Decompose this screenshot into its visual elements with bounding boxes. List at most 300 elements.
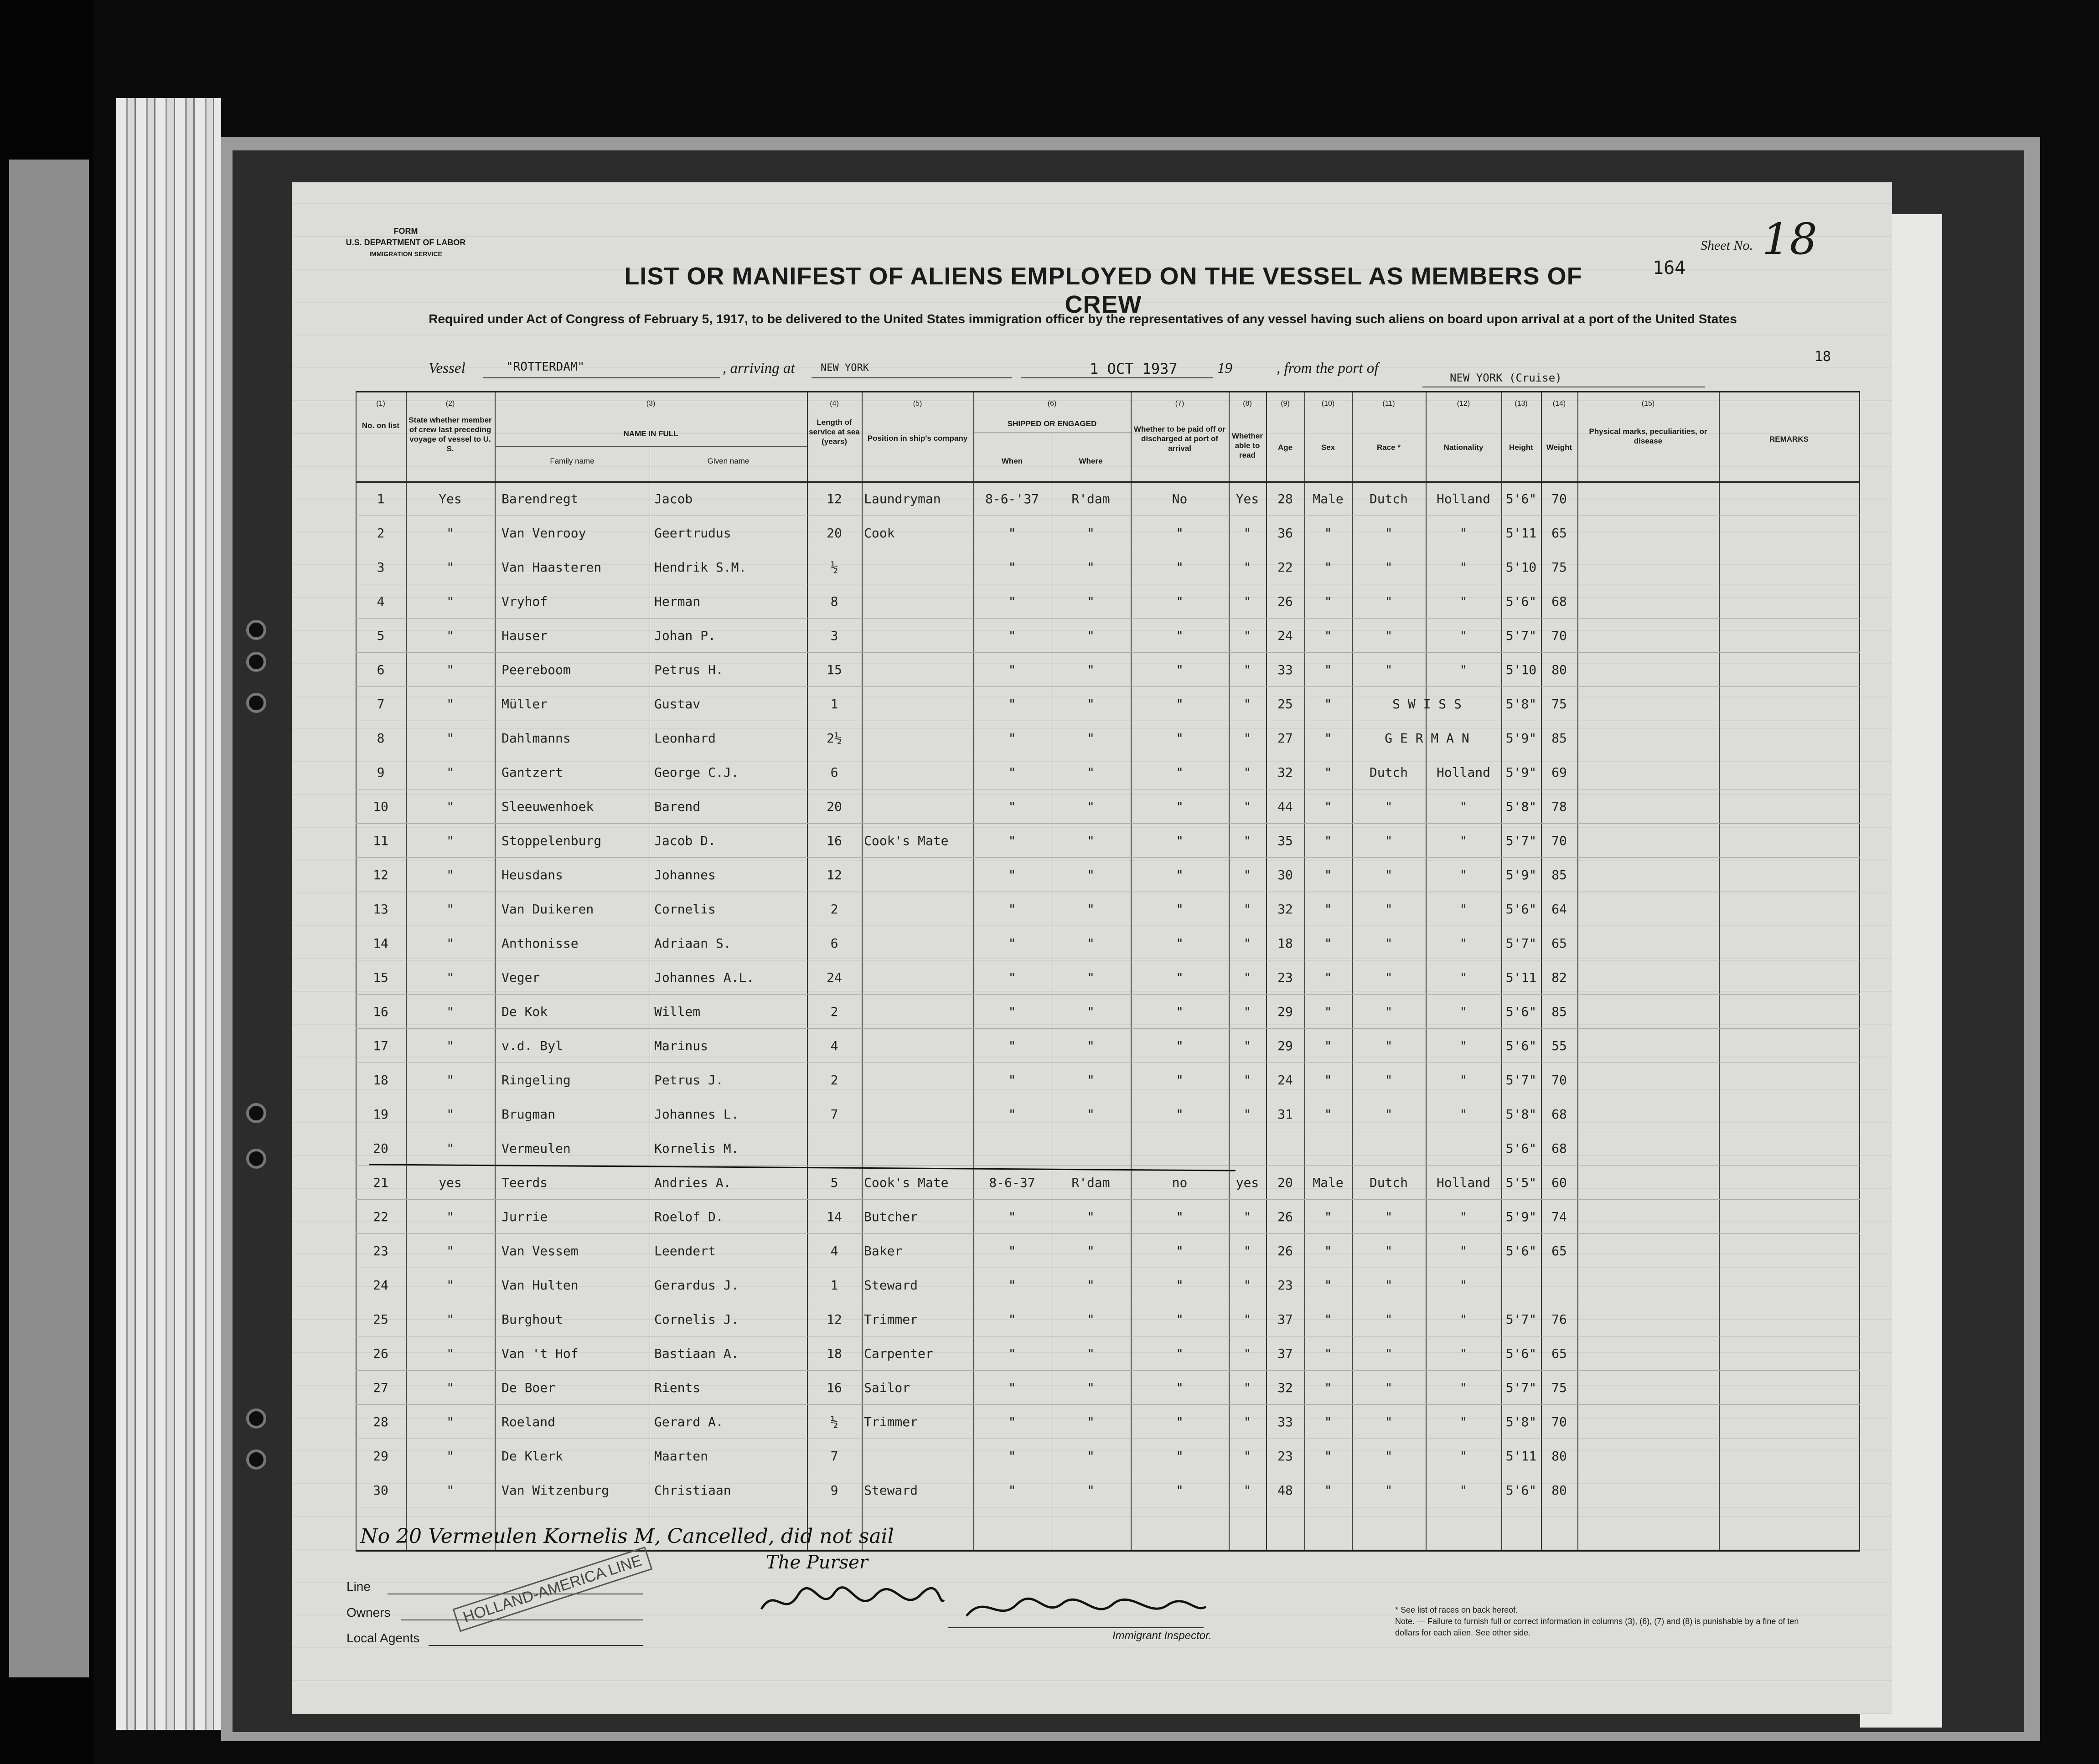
table-cell-height: 5'10 bbox=[1505, 662, 1537, 677]
table-cell-where: R'dam bbox=[1071, 1175, 1110, 1190]
col-num: (14) bbox=[1552, 400, 1566, 407]
table-cell-paid: " bbox=[1176, 1346, 1184, 1361]
header-height: Height bbox=[1509, 443, 1533, 452]
table-cell-age: 23 bbox=[1277, 1449, 1293, 1464]
table-cell-age: 29 bbox=[1277, 1004, 1293, 1019]
table-cell-height: 5'6" bbox=[1505, 902, 1537, 917]
table-cell-member: Yes bbox=[439, 491, 462, 506]
table-cell-race: Dutch bbox=[1369, 491, 1408, 506]
table-cell-when: 8-6-'37 bbox=[985, 491, 1039, 506]
form-issuer bbox=[331, 226, 481, 260]
table-cell-paid: " bbox=[1176, 936, 1184, 951]
table-cell-age: 26 bbox=[1277, 1243, 1293, 1259]
table-cell-sex: " bbox=[1324, 1346, 1332, 1361]
table-cell-weight: 70 bbox=[1551, 1073, 1567, 1088]
table-cell-read: " bbox=[1243, 1483, 1251, 1498]
table-cell-where: " bbox=[1087, 662, 1095, 677]
table-cell-no: 1 bbox=[377, 491, 385, 506]
table-cell-height: 5'7" bbox=[1505, 628, 1537, 643]
purser-signature bbox=[757, 1582, 948, 1623]
table-cell-position: Butcher bbox=[864, 1209, 918, 1224]
table-cell-read: " bbox=[1243, 560, 1251, 575]
table-cell-age: 32 bbox=[1277, 902, 1293, 917]
table-cell-read: " bbox=[1243, 1243, 1251, 1259]
table-cell-read: " bbox=[1243, 628, 1251, 643]
table-cell-nationality: " bbox=[1459, 1312, 1468, 1327]
row-divider bbox=[356, 618, 1860, 619]
table-cell-no: 10 bbox=[373, 799, 388, 814]
table-cell-member: " bbox=[446, 1414, 454, 1429]
table-cell-family: Teerds bbox=[501, 1175, 548, 1190]
table-cell-when: " bbox=[1008, 936, 1016, 951]
header-sex: Sex bbox=[1321, 443, 1335, 452]
table-cell-paid: " bbox=[1176, 560, 1184, 575]
header-family: Family name bbox=[550, 457, 595, 465]
table-cell-member: " bbox=[446, 765, 454, 780]
table-cell-when: " bbox=[1008, 1073, 1016, 1088]
table-cell-height: 5'10 bbox=[1505, 560, 1537, 575]
table-cell-position: Laundryman bbox=[864, 491, 941, 506]
table-cell-age: 23 bbox=[1277, 1278, 1293, 1293]
owners-label: Owners bbox=[346, 1605, 391, 1620]
table-cell-position: Trimmer bbox=[864, 1414, 918, 1429]
table-cell-where: " bbox=[1087, 833, 1095, 848]
table-cell-race: " bbox=[1385, 1483, 1393, 1498]
table-cell-where: " bbox=[1087, 1380, 1095, 1395]
col-num: (2) bbox=[445, 400, 455, 407]
table-cell-sex: " bbox=[1324, 1312, 1332, 1327]
header-nationality: Nationality bbox=[1443, 443, 1484, 452]
table-cell-read: " bbox=[1243, 1449, 1251, 1464]
table-cell-family: Van Duikeren bbox=[501, 902, 594, 917]
header-weight: Weight bbox=[1546, 443, 1572, 452]
table-cell-sex: " bbox=[1324, 1483, 1332, 1498]
table-cell-where: " bbox=[1087, 1209, 1095, 1224]
table-cell-no: 5 bbox=[377, 628, 385, 643]
header-paid-off: Whether to be paid off or discharged at port of arrival bbox=[1133, 425, 1226, 453]
table-cell-race: " bbox=[1385, 1278, 1393, 1293]
table-cell-paid: " bbox=[1176, 526, 1184, 541]
table-cell-family: Gantzert bbox=[501, 765, 563, 780]
table-cell-weight: 76 bbox=[1551, 1312, 1567, 1327]
table-cell-race: Dutch bbox=[1369, 765, 1408, 780]
table-cell-length: 20 bbox=[827, 799, 842, 814]
table-cell-height: 5'7" bbox=[1505, 1380, 1537, 1395]
table-cell-nationality: " bbox=[1459, 1346, 1468, 1361]
table-cell-race: " bbox=[1385, 1107, 1393, 1122]
table-cell-no: 3 bbox=[377, 560, 385, 575]
table-cell-where: " bbox=[1087, 731, 1095, 746]
table-cell-given: Johannes L. bbox=[654, 1107, 739, 1122]
table-cell-length: 6 bbox=[830, 936, 838, 951]
table-cell-when: " bbox=[1008, 731, 1016, 746]
table-cell-member: " bbox=[446, 936, 454, 951]
table-cell-nationality: " bbox=[1459, 1004, 1468, 1019]
table-cell-member: " bbox=[446, 1449, 454, 1464]
table-cell-position: Steward bbox=[864, 1278, 918, 1293]
table-cell-member: " bbox=[446, 867, 454, 882]
department-label: U.S. DEPARTMENT OF LABOR bbox=[346, 238, 466, 247]
inspector-signature bbox=[957, 1591, 1213, 1627]
table-cell-family: Roeland bbox=[501, 1414, 556, 1429]
footnote-races: * See list of races on back hereof. bbox=[1395, 1605, 1518, 1614]
agents-underline bbox=[429, 1645, 643, 1646]
punch-hole bbox=[246, 620, 266, 640]
table-cell-given: Hendrik S.M. bbox=[654, 560, 747, 575]
table-cell-height: 5'8" bbox=[1505, 1414, 1537, 1429]
table-cell-weight: 80 bbox=[1551, 1483, 1567, 1498]
col-num: (4) bbox=[830, 400, 839, 407]
table-cell-age: 24 bbox=[1277, 1073, 1293, 1088]
table-cell-where: " bbox=[1087, 799, 1095, 814]
table-cell-where: " bbox=[1087, 1346, 1095, 1361]
table-cell-family: Veger bbox=[501, 970, 540, 985]
table-cell-weight: 55 bbox=[1551, 1038, 1567, 1053]
table-cell-nationality: " bbox=[1459, 1073, 1468, 1088]
table-cell-length: 16 bbox=[827, 833, 842, 848]
table-cell-height: 5'6" bbox=[1505, 1483, 1537, 1498]
table-cell-when: " bbox=[1008, 1243, 1016, 1259]
document-subtitle: Required under Act of Congress of February 5, 1917, to be delivered to the United States immigration officer by the representatives of any vessel having such aliens on board upon arrival at a port of the United States bbox=[429, 312, 1737, 326]
footnote-penalty: Note. — Failure to furnish full or correct information in columns (3), (6), (7) and (8) is punishable by a fine of ten dollars for each alien. See other side. bbox=[1395, 1617, 1799, 1637]
table-cell-read: " bbox=[1243, 1209, 1251, 1224]
table-cell-length: 24 bbox=[827, 970, 842, 985]
table-cell-age: 33 bbox=[1277, 662, 1293, 677]
table-cell-sex: " bbox=[1324, 1380, 1332, 1395]
table-cell-member: " bbox=[446, 1004, 454, 1019]
table-cell-no: 29 bbox=[373, 1449, 388, 1464]
table-cell-where: " bbox=[1087, 867, 1095, 882]
table-cell-height: 5'9" bbox=[1505, 731, 1537, 746]
table-cell-no: 27 bbox=[373, 1380, 388, 1395]
table-cell-given: Barend bbox=[654, 799, 701, 814]
table-cell-when: " bbox=[1008, 1107, 1016, 1122]
table-cell-given: Bastiaan A. bbox=[654, 1346, 739, 1361]
table-cell-when: " bbox=[1008, 1004, 1016, 1019]
table-cell-when: " bbox=[1008, 1209, 1016, 1224]
table-cell-age: 18 bbox=[1277, 936, 1293, 951]
table-cell-where: " bbox=[1087, 970, 1095, 985]
line-label: Line bbox=[346, 1579, 371, 1594]
table-cell-no: 30 bbox=[373, 1483, 388, 1498]
table-cell-race: " bbox=[1385, 867, 1393, 882]
table-cell-read: " bbox=[1243, 833, 1251, 848]
table-cell-given: Roelof D. bbox=[654, 1209, 724, 1224]
table-cell-height: 5'6" bbox=[1505, 1346, 1537, 1361]
table-cell-weight: 70 bbox=[1551, 628, 1567, 643]
table-cell-length: 2 bbox=[830, 1073, 838, 1088]
table-cell-length: 2½ bbox=[827, 731, 842, 746]
table-cell-no: 11 bbox=[373, 833, 388, 848]
table-cell-height: 5'6" bbox=[1505, 1243, 1537, 1259]
table-cell-length: 3 bbox=[830, 628, 838, 643]
table-cell-paid: " bbox=[1176, 1414, 1184, 1429]
table-cell-member: " bbox=[446, 696, 454, 712]
table-cell-paid: " bbox=[1176, 1038, 1184, 1053]
col-num: (12) bbox=[1457, 400, 1470, 407]
table-cell-when: " bbox=[1008, 1312, 1016, 1327]
table-cell-read: " bbox=[1243, 1038, 1251, 1053]
table-cell-paid: " bbox=[1176, 1209, 1184, 1224]
table-cell-paid: " bbox=[1176, 731, 1184, 746]
table-cell-when: " bbox=[1008, 628, 1016, 643]
table-cell-given: Andries A. bbox=[654, 1175, 731, 1190]
table-cell-height: 5'7" bbox=[1505, 1073, 1537, 1088]
table-cell-family: Müller bbox=[501, 696, 548, 712]
table-cell-length: 20 bbox=[827, 526, 842, 541]
table-cell-position: Sailor bbox=[864, 1380, 910, 1395]
punch-hole bbox=[246, 1149, 266, 1169]
table-cell-family: Dahlmanns bbox=[501, 731, 571, 746]
row-divider bbox=[356, 857, 1860, 858]
table-cell-given: Kornelis M. bbox=[654, 1141, 739, 1156]
table-cell-member: " bbox=[446, 731, 454, 746]
table-cell-age: 24 bbox=[1277, 628, 1293, 643]
from-label: , from the port of bbox=[1277, 360, 1379, 377]
table-cell-age: 20 bbox=[1277, 1175, 1293, 1190]
row-divider bbox=[356, 1404, 1860, 1405]
table-cell-nationality: " bbox=[1459, 662, 1468, 677]
sheet-label: Sheet No. bbox=[1701, 238, 1753, 253]
table-cell-read: " bbox=[1243, 799, 1251, 814]
table-cell-sex: " bbox=[1324, 936, 1332, 951]
table-cell-height: 5'9" bbox=[1505, 867, 1537, 882]
crew-table bbox=[356, 391, 1860, 1552]
table-cell-age: 35 bbox=[1277, 833, 1293, 848]
table-cell-height: 5'7" bbox=[1505, 936, 1537, 951]
table-cell-race: " bbox=[1385, 1312, 1393, 1327]
table-cell-where: " bbox=[1087, 1414, 1095, 1429]
table-cell-member: " bbox=[446, 970, 454, 985]
table-cell-nationality: " bbox=[1459, 1209, 1468, 1224]
table-cell-paid: " bbox=[1176, 1073, 1184, 1088]
table-cell-nationality: " bbox=[1459, 526, 1468, 541]
punch-hole bbox=[246, 1408, 266, 1429]
table-cell-read: " bbox=[1243, 970, 1251, 985]
table-cell-paid: " bbox=[1176, 799, 1184, 814]
table-cell-height: 5'9" bbox=[1505, 1209, 1537, 1224]
table-cell-age: 36 bbox=[1277, 526, 1293, 541]
table-cell-no: 17 bbox=[373, 1038, 388, 1053]
col-num: (3) bbox=[646, 400, 656, 407]
table-cell-paid: " bbox=[1176, 594, 1184, 609]
col-num: (6) bbox=[1047, 400, 1057, 407]
agents-label: Local Agents bbox=[346, 1631, 420, 1645]
table-cell-when: " bbox=[1008, 1414, 1016, 1429]
inspector-underline bbox=[948, 1627, 1204, 1628]
table-cell-no: 15 bbox=[373, 970, 388, 985]
table-cell-sex: " bbox=[1324, 765, 1332, 780]
table-cell-race: G E R M A N bbox=[1385, 731, 1469, 746]
table-cell-race: " bbox=[1385, 799, 1393, 814]
table-cell-family: Burghout bbox=[501, 1312, 563, 1327]
table-cell-paid: " bbox=[1176, 1449, 1184, 1464]
table-cell-when: " bbox=[1008, 867, 1016, 882]
table-cell-where: " bbox=[1087, 902, 1095, 917]
table-cell-weight: 65 bbox=[1551, 526, 1567, 541]
table-cell-height: 5'6" bbox=[1505, 1004, 1537, 1019]
table-cell-member: " bbox=[446, 1346, 454, 1361]
table-cell-nationality: " bbox=[1459, 936, 1468, 951]
table-cell-read: " bbox=[1243, 902, 1251, 917]
header-member: State whether member of crew last preceding voyage of vessel to U. S. bbox=[408, 416, 492, 453]
adjacent-page bbox=[9, 160, 89, 1677]
table-cell-race: " bbox=[1385, 1209, 1393, 1224]
table-cell-member: " bbox=[446, 628, 454, 643]
col-num: (1) bbox=[376, 400, 385, 407]
table-cell-sex: Male bbox=[1313, 1175, 1344, 1190]
table-cell-paid: " bbox=[1176, 902, 1184, 917]
vessel-name: "ROTTERDAM" bbox=[506, 360, 585, 374]
table-cell-where: " bbox=[1087, 526, 1095, 541]
table-cell-family: Sleeuwenhoek bbox=[501, 799, 594, 814]
table-cell-sex: " bbox=[1324, 731, 1332, 746]
table-cell-family: Stoppelenburg bbox=[501, 833, 602, 848]
table-cell-read: Yes bbox=[1236, 491, 1259, 506]
table-cell-sex: " bbox=[1324, 1004, 1332, 1019]
table-cell-no: 28 bbox=[373, 1414, 388, 1429]
header-when: When bbox=[1001, 457, 1023, 465]
sheet-number: 18 bbox=[1762, 214, 1817, 264]
header-race: Race * bbox=[1377, 443, 1401, 452]
col-num: (10) bbox=[1321, 400, 1335, 407]
table-cell-where: " bbox=[1087, 1278, 1095, 1293]
table-cell-length: 1 bbox=[830, 696, 838, 712]
table-cell-where: " bbox=[1087, 628, 1095, 643]
table-cell-when: " bbox=[1008, 696, 1016, 712]
table-cell-given: Petrus J. bbox=[654, 1073, 724, 1088]
table-cell-sex: " bbox=[1324, 594, 1332, 609]
header-where: Where bbox=[1079, 457, 1103, 465]
table-cell-weight: 70 bbox=[1551, 833, 1567, 848]
table-cell-race: " bbox=[1385, 1038, 1393, 1053]
table-cell-where: R'dam bbox=[1071, 491, 1110, 506]
table-cell-length: 4 bbox=[830, 1243, 838, 1259]
header-marks: Physical marks, peculiarities, or disease bbox=[1589, 427, 1707, 445]
table-cell-member: " bbox=[446, 833, 454, 848]
table-cell-length: 9 bbox=[830, 1483, 838, 1498]
table-cell-nationality: Holland bbox=[1436, 1175, 1490, 1190]
table-cell-where: " bbox=[1087, 1243, 1095, 1259]
table-cell-family: Van Vessem bbox=[501, 1243, 579, 1259]
table-cell-read: " bbox=[1243, 1004, 1251, 1019]
header-given: Given name bbox=[707, 457, 750, 465]
table-cell-age: 37 bbox=[1277, 1346, 1293, 1361]
table-cell-age: 26 bbox=[1277, 1209, 1293, 1224]
table-cell-age: 23 bbox=[1277, 970, 1293, 985]
table-cell-given: George C.J. bbox=[654, 765, 739, 780]
table-cell-no: 21 bbox=[373, 1175, 388, 1190]
table-cell-sex: " bbox=[1324, 1449, 1332, 1464]
table-cell-read: " bbox=[1243, 731, 1251, 746]
table-cell-no: 26 bbox=[373, 1346, 388, 1361]
table-cell-when: " bbox=[1008, 1346, 1016, 1361]
handwritten-cancellation-note: No 20 Vermeulen Kornelis M, Cancelled, did not sail bbox=[360, 1525, 894, 1548]
table-cell-read: " bbox=[1243, 1414, 1251, 1429]
form-label: FORM bbox=[393, 227, 418, 236]
table-cell-paid: no bbox=[1172, 1175, 1188, 1190]
row-divider bbox=[356, 823, 1860, 824]
table-cell-age: 28 bbox=[1277, 491, 1293, 506]
table-cell-weight: 65 bbox=[1551, 936, 1567, 951]
table-cell-given: Christiaan bbox=[654, 1483, 731, 1498]
table-cell-no: 14 bbox=[373, 936, 388, 951]
table-cell-when: " bbox=[1008, 799, 1016, 814]
table-cell-given: Cornelis J. bbox=[654, 1312, 739, 1327]
table-cell-length: 4 bbox=[830, 1038, 838, 1053]
table-cell-where: " bbox=[1087, 1449, 1095, 1464]
table-cell-when: " bbox=[1008, 765, 1016, 780]
table-cell-nationality: " bbox=[1459, 1278, 1468, 1293]
table-cell-family: De Boer bbox=[501, 1380, 556, 1395]
table-cell-sex: " bbox=[1324, 526, 1332, 541]
table-cell-family: Van Hulten bbox=[501, 1278, 579, 1293]
company-stamp: HOLLAND-AMERICA LINE bbox=[453, 1547, 653, 1632]
table-cell-family: Vermeulen bbox=[501, 1141, 571, 1156]
table-cell-height: 5'6" bbox=[1505, 594, 1537, 609]
table-cell-member: " bbox=[446, 1380, 454, 1395]
table-cell-age: 33 bbox=[1277, 1414, 1293, 1429]
header-shipped: SHIPPED OR ENGAGED bbox=[1007, 419, 1097, 428]
table-cell-nationality: " bbox=[1459, 1380, 1468, 1395]
table-cell-given: Gustav bbox=[654, 696, 701, 712]
vessel-label: Vessel bbox=[429, 360, 465, 377]
table-cell-length: 8 bbox=[830, 594, 838, 609]
table-cell-height: 5'6" bbox=[1505, 1038, 1537, 1053]
col-num: (15) bbox=[1641, 400, 1655, 407]
table-cell-read: " bbox=[1243, 1073, 1251, 1088]
table-cell-nationality: " bbox=[1459, 970, 1468, 985]
table-cell-length: ½ bbox=[830, 1414, 838, 1429]
table-cell-race: " bbox=[1385, 1004, 1393, 1019]
table-cell-read: " bbox=[1243, 1380, 1251, 1395]
table-cell-member: " bbox=[446, 1243, 454, 1259]
table-cell-nationality: " bbox=[1459, 1243, 1468, 1259]
col-num: (5) bbox=[913, 400, 922, 407]
table-cell-no: 13 bbox=[373, 902, 388, 917]
table-cell-family: Van Witzenburg bbox=[501, 1483, 610, 1498]
table-cell-paid: " bbox=[1176, 1243, 1184, 1259]
table-cell-paid: " bbox=[1176, 833, 1184, 848]
table-cell-nationality: " bbox=[1459, 1414, 1468, 1429]
table-cell-given: Gerard A. bbox=[654, 1414, 724, 1429]
table-cell-no: 12 bbox=[373, 867, 388, 882]
table-cell-nationality: " bbox=[1459, 594, 1468, 609]
table-cell-family: Jurrie bbox=[501, 1209, 548, 1224]
table-cell-where: " bbox=[1087, 936, 1095, 951]
table-cell-sex: " bbox=[1324, 799, 1332, 814]
table-cell-no: 8 bbox=[377, 731, 385, 746]
table-cell-family: Van 't Hof bbox=[501, 1346, 579, 1361]
header-length: Length of service at sea (years) bbox=[809, 418, 860, 446]
table-cell-paid: " bbox=[1176, 970, 1184, 985]
table-cell-sex: " bbox=[1324, 902, 1332, 917]
table-cell-where: " bbox=[1087, 1004, 1095, 1019]
table-cell-height: 5'11 bbox=[1505, 526, 1537, 541]
row-divider bbox=[356, 994, 1860, 995]
table-cell-where: " bbox=[1087, 1312, 1095, 1327]
table-cell-race: " bbox=[1385, 1414, 1393, 1429]
table-cell-age: 44 bbox=[1277, 799, 1293, 814]
table-cell-age: 32 bbox=[1277, 1380, 1293, 1395]
col-num: (13) bbox=[1515, 400, 1528, 407]
table-cell-family: Brugman bbox=[501, 1107, 556, 1122]
table-cell-when: " bbox=[1008, 1449, 1016, 1464]
table-cell-weight: 65 bbox=[1551, 1243, 1567, 1259]
table-cell-family: Heusdans bbox=[501, 867, 563, 882]
punch-hole bbox=[246, 652, 266, 672]
table-cell-length: 14 bbox=[827, 1209, 842, 1224]
